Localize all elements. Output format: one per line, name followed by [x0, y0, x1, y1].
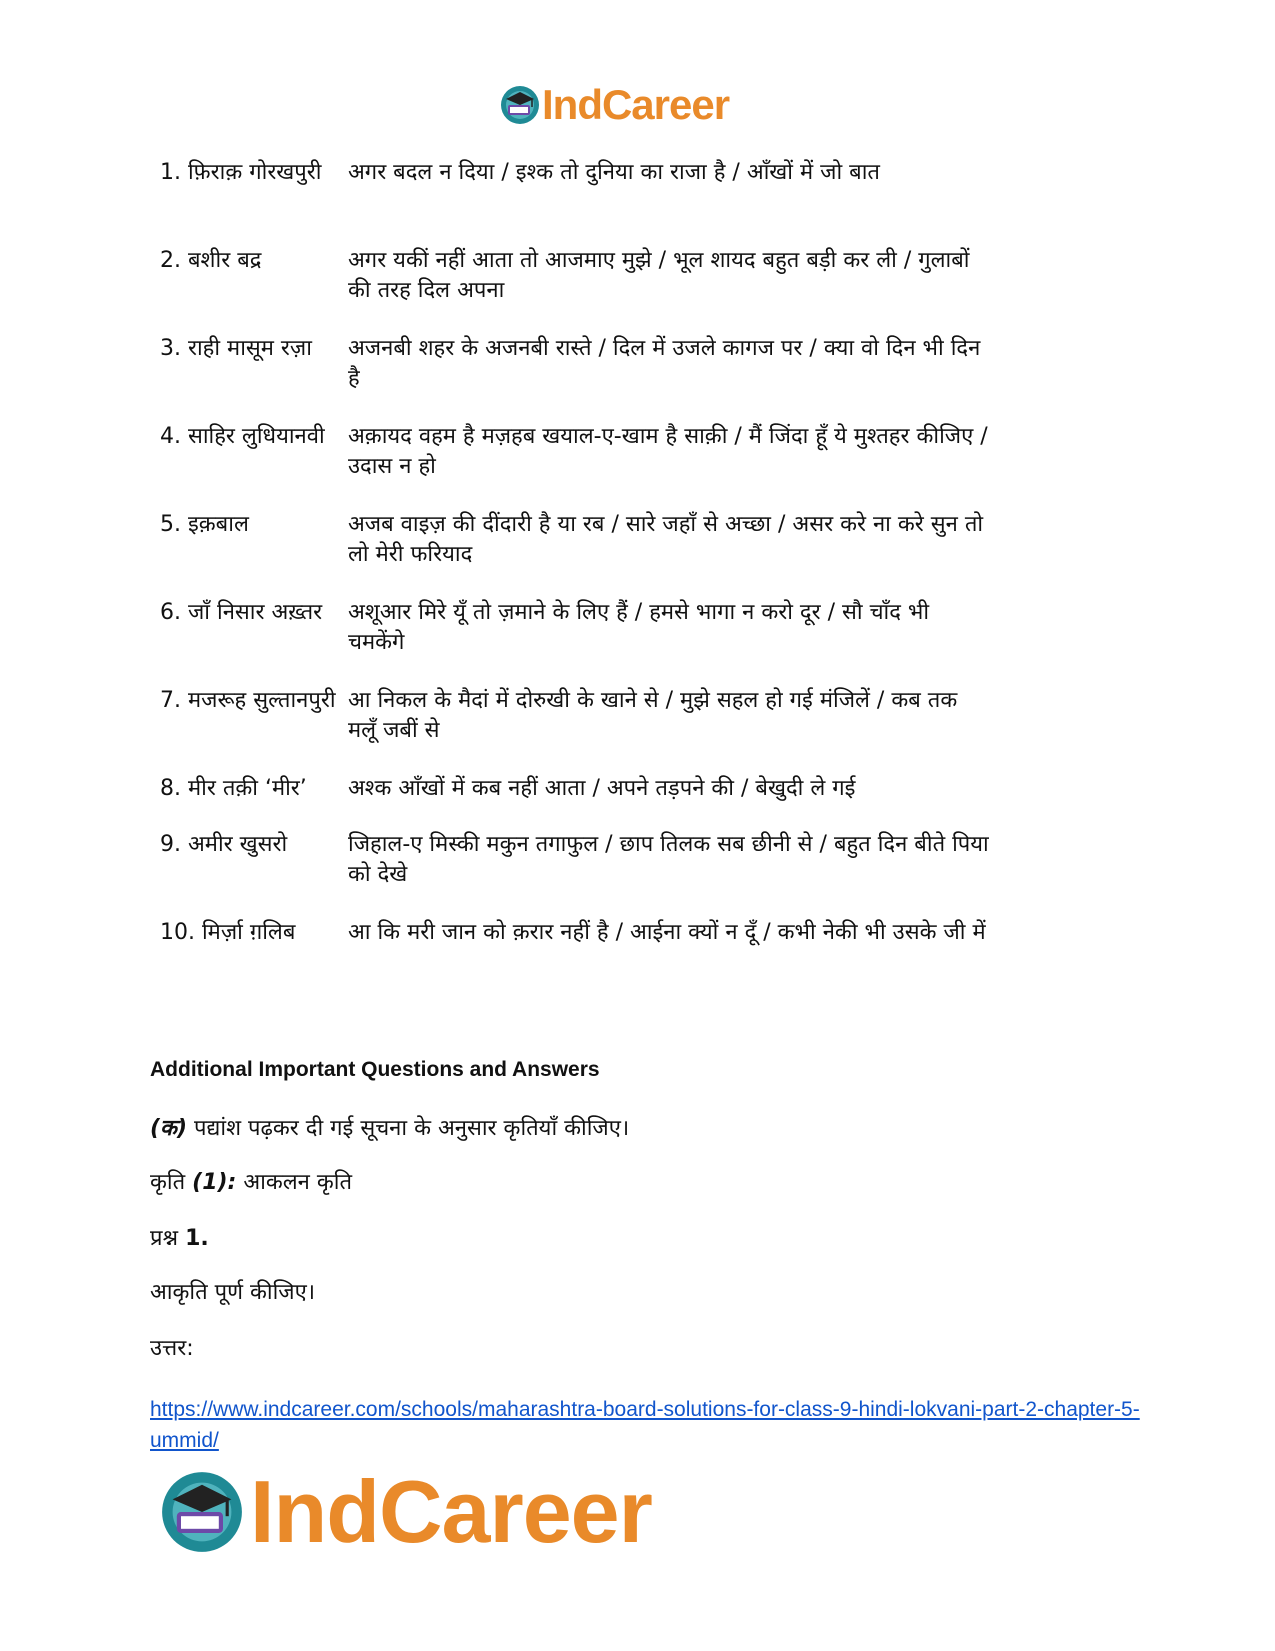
poet-row [160, 334, 990, 422]
instruction-paragraph [150, 1112, 1140, 1142]
logo-wordmark: IndCareer [542, 81, 730, 128]
poet-name: 1. फ़िराक़ गोरखपुरी [160, 160, 322, 185]
poet-name: 9. अमीर खुसरो [160, 832, 288, 857]
indcareer-logo-bottom [160, 1462, 652, 1561]
poet-name: 6. जाँ निसार अख़्तर [160, 600, 323, 625]
instruction-label: (क) [150, 1116, 188, 1141]
activity-prefix: कृति [150, 1170, 193, 1195]
question-paragraph [150, 1222, 1140, 1252]
poet-name: 7. मजरूह सुल्तानपुरी [160, 688, 336, 713]
poet-famous-lines: अगर यकीं नहीं आता तो आजमाए मुझे / भूल शायद बहुत बड़ी कर ली / गुलाबों की तरह दिल अपना [348, 248, 970, 303]
poet-name: 3. राही मासूम रज़ा [160, 336, 312, 361]
poet-famous-lines: अश्क आँखों में कब नहीं आता / अपने तड़पने की / बेखुदी ले गई [348, 776, 856, 801]
logo-wordmark: IndCareer [250, 1462, 652, 1561]
activity-label: (1): [192, 1170, 237, 1195]
poet-row [160, 686, 990, 774]
poet-row [160, 422, 990, 510]
poet-name: 8. मीर तक़ी ‘मीर’ [160, 776, 307, 801]
poet-famous-lines: जिहाल-ए मिस्की मकुन तगाफुल / छाप तिलक सब छीनी से / बहुत दिन बीते पिया को देखे [348, 832, 989, 887]
poet-famous-lines: आ निकल के मैदां में दोरुखी के खाने से / मुझे सहल हो गई मंजिलें / कब तक मलूँ जबीं से [348, 688, 958, 743]
poet-row [160, 598, 990, 686]
poet-row [160, 246, 990, 334]
indcareer-logo-top [500, 81, 730, 128]
question-text: आकृति पूर्ण कीजिए। [150, 1280, 316, 1305]
poet-famous-lines: आ कि मरी जान को क़रार नहीं है / आईना क्यों न दूँ / कभी नेकी भी उसके जी में [348, 920, 986, 945]
question-number: 1. [185, 1226, 209, 1251]
question-prefix: प्रश्न [150, 1226, 186, 1251]
poet-name: 5. इक़बाल [160, 512, 249, 537]
poet-famous-lines: अजनबी शहर के अजनबी रास्ते / दिल में उजले कागज पर / क्या वो दिन भी दिन है [348, 336, 981, 391]
section-heading: Additional Important Questions and Answers [150, 1058, 600, 1081]
graduation-cap-book-icon [160, 1470, 244, 1554]
poet-row [160, 774, 990, 830]
poet-name: 4. साहिर लुधियानवी [160, 424, 325, 449]
poet-famous-lines: अगर बदल न दिया / इश्क तो दुनिया का राजा है / आँखों में जो बात [348, 160, 880, 185]
poet-famous-lines: अशूआर मिरे यूँ तो ज़माने के लिए हैं / हमसे भागा न करो दूर / सौ चाँद भी चमकेंगे [348, 600, 930, 655]
poet-row [160, 830, 990, 918]
answer-label: उत्तर: [150, 1336, 194, 1361]
graduation-cap-book-icon [500, 85, 540, 125]
poet-row [160, 918, 990, 980]
poet-row [160, 158, 990, 246]
activity-paragraph [150, 1166, 1140, 1196]
poet-famous-lines: अक़ायद वहम है मज़हब खयाल-ए-खाम है साक़ी / मैं जिंदा हूँ ये मुश्तहर कीजिए / उदास न हो [348, 424, 988, 479]
instruction-text: पद्यांश पढ़कर दी गई सूचना के अनुसार कृतियाँ कीजिए। [187, 1116, 630, 1141]
poet-row [160, 510, 990, 598]
activity-text: आकलन कृति [236, 1170, 352, 1195]
source-link[interactable]: https://www.indcareer.com/schools/maharashtra-board-solutions-for-class-9-hindi-lokvani-part-2-chapter-5-ummid/ [150, 1398, 1140, 1452]
poet-name: 10. मिर्ज़ा ग़लिब [160, 920, 296, 945]
poet-famous-lines: अजब वाइज़ की दींदारी है या रब / सारे जहाँ से अच्छा / असर करे ना करे सुन तो लो मेरी फरियाद [348, 512, 984, 567]
poet-name: 2. बशीर बद्र [160, 248, 262, 273]
poets-table [160, 158, 990, 980]
